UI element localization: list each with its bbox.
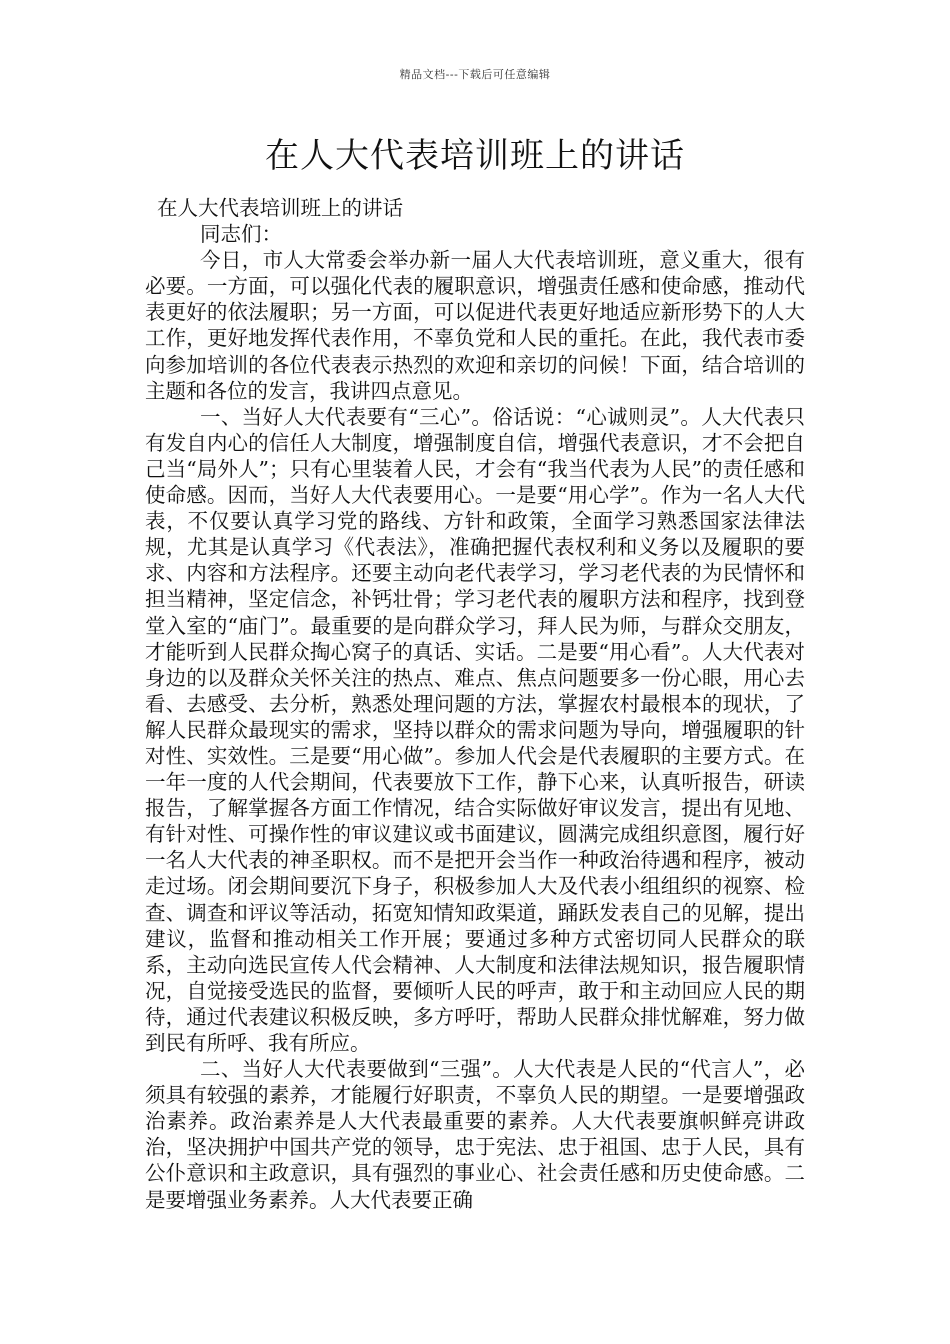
paragraph-section-one: 一、当好人大代表要有“三心”。俗话说：“心诚则灵”。人大代表只有发自内心的信任人大制度，增强制度自信，增强代表意识，才不会把自己当“局外人”；只有心里装着人民，才会有“我当代表为人民”的责任感和使命感。因而，当好人大代表要用心。一是要“用心学”。作为一名人大代表，不仅要认真学习党的路线、方针和政策，全面学习熟悉国家法律法规，尤其是认真学习《代表法》，准确把握代表权利和义务以及履职的要求、内容和方法程序。还要主动向老代表学习，学习老代表的为民情怀和担当精神，坚定信念，补钙壮骨；学习老代表的履职方法和程序，找到登堂入室的“庙门”。最重要的是向群众学习，拜人民为师，与群众交朋友，才能听到人民群众掏心窝子的真话、实话。二是要“用心看”。人大代表对身边的以及群众关怀关注的热点、难点、焦点问题要多一份心眼，用心去看、去感受、去分析，熟悉处理问题的方法，掌握农村最根本的现状，了解人民群众最现实的需求，坚持以群众的需求问题为导向，增强履职的针对性、实效性。三是要“用心做”。参加人代会是代表履职的主要方式。在一年一度的人代会期间，代表要放下工作，静下心来，认真听报告，研读报告，了解掌握各方面工作情况，结合实际做好审议发言，提出有见地、有针对性、可操作性的审议建议或书面建议，圆满完成组织意图，履行好一名人大代表的神圣职权。而不是把开会当作一种政治待遇和程序，被动走过场。闭会期间要沉下身子，积极参加人大及代表小组组织的视察、检查、调查和评议等活动，拓宽知情知政渠道，踊跃发表自己的见解，提出建议，监督和推动相关工作开展；要通过多种方式密切同人民群众的联系，主动向选民宣传人代会精神、人大制度和法律法规知识，报告履职情况，自觉接受选民的监督，要倾听人民的呼声，敢于和主动回应人民的期待，通过代表建议积极反映，多方呼吁，帮助人民群众排忧解难，努力做到民有所呼、我有所应。	[145, 404, 805, 1055]
header-note: 精品文档---下载后可任意编辑	[399, 68, 551, 81]
document-title: 在人大代表培训班上的讲话	[265, 136, 685, 176]
paragraph-intro: 今日，市人大常委会举办新一届人大代表培训班，意义重大，很有必要。一方面，可以强化代表的履职意识，增强责任感和使命感，推动代表更好的依法履职；另一方面，可以促进代表更好地适应新形势下的人大工作，更好地发挥代表作用，不辜负党和人民的重托。在此，我代表市委向参加培训的各位代表表示热烈的欢迎和亲切的问候！下面，结合培训的主题和各位的发言，我讲四点意见。	[145, 248, 805, 403]
greeting: 同志们：	[200, 222, 282, 247]
document-body	[145, 195, 805, 1213]
paragraph-section-two: 二、当好人大代表要做到“三强”。人大代表是人民的“代言人”，必须具有较强的素养，才能履行好职责，不辜负人民的期望。一是要增强政治素养。政治素养是人大代表最重要的素养。人大代表要旗帜鲜亮讲政治，坚决拥护中国共产党的领导，忠于宪法、忠于祖国、忠于人民，具有公仆意识和主政意识，具有强烈的事业心、社会责任感和历史使命感。二是要增强业务素养。人大代表要正确	[145, 1057, 805, 1212]
document-subtitle: 在人大代表培训班上的讲话	[157, 196, 403, 220]
